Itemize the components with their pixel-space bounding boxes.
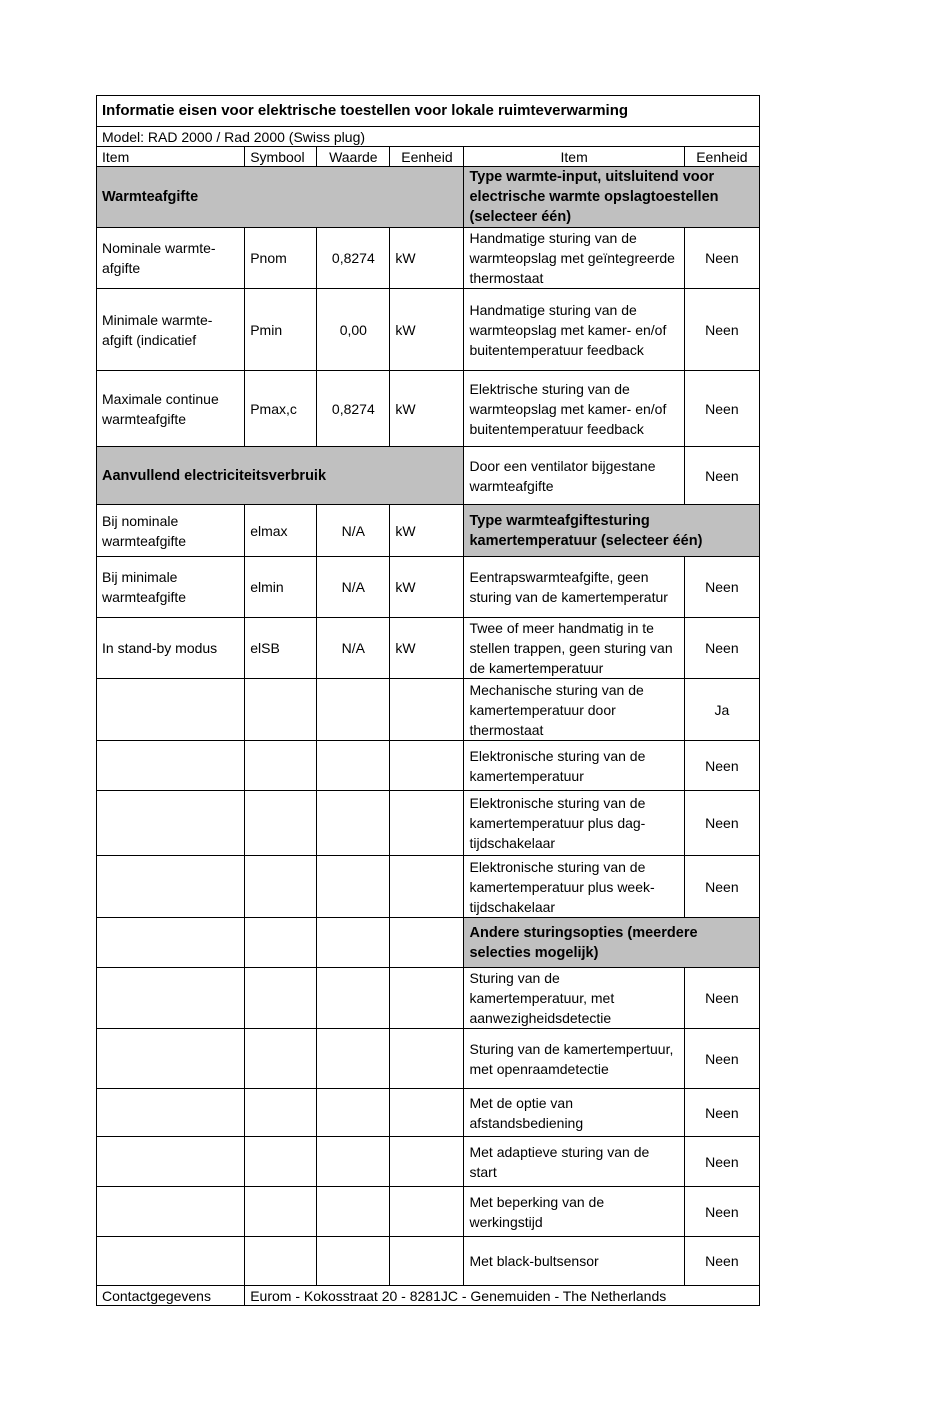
- right-eenheid: Neen: [684, 741, 759, 791]
- right-item: Handmatige sturing van de warmteopslag met kamer- en/of buitentemperatuur feedback: [464, 289, 684, 371]
- empty-cell: [245, 856, 317, 918]
- left-item: In stand-by modus: [97, 618, 245, 679]
- empty-cell: [317, 1137, 390, 1187]
- empty-cell: [317, 1187, 390, 1237]
- empty-cell: [97, 1237, 245, 1286]
- footer-row: [97, 1286, 760, 1306]
- left-eenheid: kW: [390, 289, 464, 371]
- right-eenheid: Neen: [684, 289, 759, 371]
- empty-cell: [245, 918, 317, 968]
- table-row: [97, 679, 760, 741]
- table-row: [97, 289, 760, 371]
- empty-cell: [390, 1137, 464, 1187]
- spec-table: [96, 95, 760, 1306]
- table-row: [97, 1137, 760, 1187]
- empty-cell: [390, 1089, 464, 1137]
- header-waarde: Waarde: [317, 147, 390, 167]
- left-eenheid: kW: [390, 228, 464, 289]
- column-headers: [97, 147, 760, 167]
- left-symbool: elmax: [245, 505, 317, 557]
- right-eenheid: Neen: [684, 791, 759, 856]
- table-row: [97, 505, 760, 557]
- empty-cell: [97, 791, 245, 856]
- left-waarde: N/A: [317, 557, 390, 618]
- table-row: [97, 791, 760, 856]
- empty-cell: [390, 918, 464, 968]
- page-title: Informatie eisen voor elektrische toestellen voor lokale ruimteverwarming: [97, 96, 760, 127]
- left-symbool: elmin: [245, 557, 317, 618]
- empty-cell: [245, 968, 317, 1029]
- empty-cell: [390, 791, 464, 856]
- empty-cell: [245, 741, 317, 791]
- table-row: [97, 856, 760, 918]
- right-eenheid: Ja: [684, 679, 759, 741]
- table-row: [97, 1187, 760, 1237]
- footer-label: Contactgegevens: [97, 1286, 245, 1306]
- empty-cell: [97, 679, 245, 741]
- left-waarde: N/A: [317, 505, 390, 557]
- section-type-input: Type warmte-input, uitsluitend voor electrische warmte opslagtoestellen (selecteer één): [464, 167, 760, 228]
- header-eenheid-right: Eenheid: [684, 147, 759, 167]
- table-row: [97, 1237, 760, 1286]
- header-eenheid: Eenheid: [390, 147, 464, 167]
- empty-cell: [97, 968, 245, 1029]
- empty-cell: [390, 741, 464, 791]
- right-eenheid: Neen: [684, 371, 759, 447]
- right-item: Met beperking van de werkingstijd: [464, 1187, 684, 1237]
- empty-cell: [317, 1029, 390, 1089]
- header-item: Item: [97, 147, 245, 167]
- empty-cell: [317, 791, 390, 856]
- right-eenheid: Neen: [684, 1237, 759, 1286]
- left-eenheid: kW: [390, 557, 464, 618]
- section-andere: Andere sturingsopties (meerdere selecties mogelijk): [464, 918, 760, 968]
- right-item: Elektronische sturing van de kamertemperatuur plus dag-tijdschakelaar: [464, 791, 684, 856]
- empty-cell: [390, 1187, 464, 1237]
- right-item: Sturing van de kamertemperatuur, met aanwezigheidsdetectie: [464, 968, 684, 1029]
- table-row: [97, 618, 760, 679]
- table-row: [97, 918, 760, 968]
- right-item: Door een ventilator bijgestane warmteafgifte: [464, 447, 684, 505]
- empty-cell: [390, 968, 464, 1029]
- right-item: Elektrische sturing van de warmteopslag met kamer- en/of buitentemperatuur feedback: [464, 371, 684, 447]
- empty-cell: [317, 1089, 390, 1137]
- left-item: Nominale warmte-afgifte: [97, 228, 245, 289]
- table-row: [97, 1089, 760, 1137]
- right-item: Elektronische sturing van de kamertemperatuur plus week-tijdschakelaar: [464, 856, 684, 918]
- right-item: Eentrapswarmteafgifte, geen sturing van de kamertemperatur: [464, 557, 684, 618]
- left-waarde: N/A: [317, 618, 390, 679]
- right-eenheid: Neen: [684, 618, 759, 679]
- empty-cell: [245, 679, 317, 741]
- empty-cell: [390, 1237, 464, 1286]
- left-item: Maximale continue warmteafgifte: [97, 371, 245, 447]
- empty-cell: [245, 1137, 317, 1187]
- right-item: Met de optie van afstandsbediening: [464, 1089, 684, 1137]
- empty-cell: [317, 918, 390, 968]
- left-waarde: 0,00: [317, 289, 390, 371]
- left-symbool: Pmax,c: [245, 371, 317, 447]
- empty-cell: [245, 1187, 317, 1237]
- section-aanvullend: Aanvullend electriciteitsverbruik: [97, 447, 464, 505]
- empty-cell: [245, 791, 317, 856]
- right-eenheid: Neen: [684, 968, 759, 1029]
- table-row: [97, 167, 760, 228]
- empty-cell: [317, 1237, 390, 1286]
- right-item: Met adaptieve sturing van de start: [464, 1137, 684, 1187]
- empty-cell: [97, 1089, 245, 1137]
- empty-cell: [317, 679, 390, 741]
- table-row: [97, 968, 760, 1029]
- right-eenheid: Neen: [684, 856, 759, 918]
- right-eenheid: Neen: [684, 1029, 759, 1089]
- left-symbool: elSB: [245, 618, 317, 679]
- left-item: Minimale warmte-afgift (indicatief: [97, 289, 245, 371]
- empty-cell: [97, 918, 245, 968]
- right-item: Handmatige sturing van de warmteopslag met geïntegreerde thermostaat: [464, 228, 684, 289]
- empty-cell: [97, 1187, 245, 1237]
- empty-cell: [245, 1089, 317, 1137]
- model-label: Model: RAD 2000 / Rad 2000 (Swiss plug): [97, 127, 760, 147]
- empty-cell: [245, 1237, 317, 1286]
- empty-cell: [390, 856, 464, 918]
- right-eenheid: Neen: [684, 447, 759, 505]
- left-symbool: Pnom: [245, 228, 317, 289]
- right-item: Twee of meer handmatig in te stellen trappen, geen sturing van de kamertemperatuur: [464, 618, 684, 679]
- left-waarde: 0,8274: [317, 228, 390, 289]
- table-row: [97, 228, 760, 289]
- right-eenheid: Neen: [684, 1137, 759, 1187]
- right-item: Met black-bultsensor: [464, 1237, 684, 1286]
- left-symbool: Pmin: [245, 289, 317, 371]
- left-waarde: 0,8274: [317, 371, 390, 447]
- section-type-sturing: Type warmteafgiftesturing kamertemperatuur (selecteer één): [464, 505, 760, 557]
- empty-cell: [317, 968, 390, 1029]
- left-item: Bij minimale warmteafgifte: [97, 557, 245, 618]
- header-symbool: Symbool: [245, 147, 317, 167]
- empty-cell: [390, 679, 464, 741]
- empty-cell: [97, 856, 245, 918]
- left-eenheid: kW: [390, 618, 464, 679]
- table-row: [97, 557, 760, 618]
- footer-contact: Eurom - Kokosstraat 20 - 8281JC - Genemuiden - The Netherlands: [245, 1286, 760, 1306]
- right-eenheid: Neen: [684, 1187, 759, 1237]
- empty-cell: [97, 741, 245, 791]
- table-row: [97, 371, 760, 447]
- right-item: Elektronische sturing van de kamertemperatuur: [464, 741, 684, 791]
- section-warmteafgifte: Warmteafgifte: [97, 167, 464, 228]
- right-item: Sturing van de kamertempertuur, met openraamdetectie: [464, 1029, 684, 1089]
- empty-cell: [97, 1029, 245, 1089]
- right-eenheid: Neen: [684, 1089, 759, 1137]
- header-item-right: Item: [464, 147, 684, 167]
- table-row: [97, 447, 760, 505]
- table-row: [97, 741, 760, 791]
- empty-cell: [390, 1029, 464, 1089]
- empty-cell: [317, 856, 390, 918]
- empty-cell: [97, 1137, 245, 1187]
- right-eenheid: Neen: [684, 228, 759, 289]
- left-eenheid: kW: [390, 505, 464, 557]
- left-item: Bij nominale warmteafgifte: [97, 505, 245, 557]
- empty-cell: [317, 741, 390, 791]
- right-item: Mechanische sturing van de kamertemperatuur door thermostaat: [464, 679, 684, 741]
- right-eenheid: Neen: [684, 557, 759, 618]
- left-eenheid: kW: [390, 371, 464, 447]
- empty-cell: [245, 1029, 317, 1089]
- table-row: [97, 1029, 760, 1089]
